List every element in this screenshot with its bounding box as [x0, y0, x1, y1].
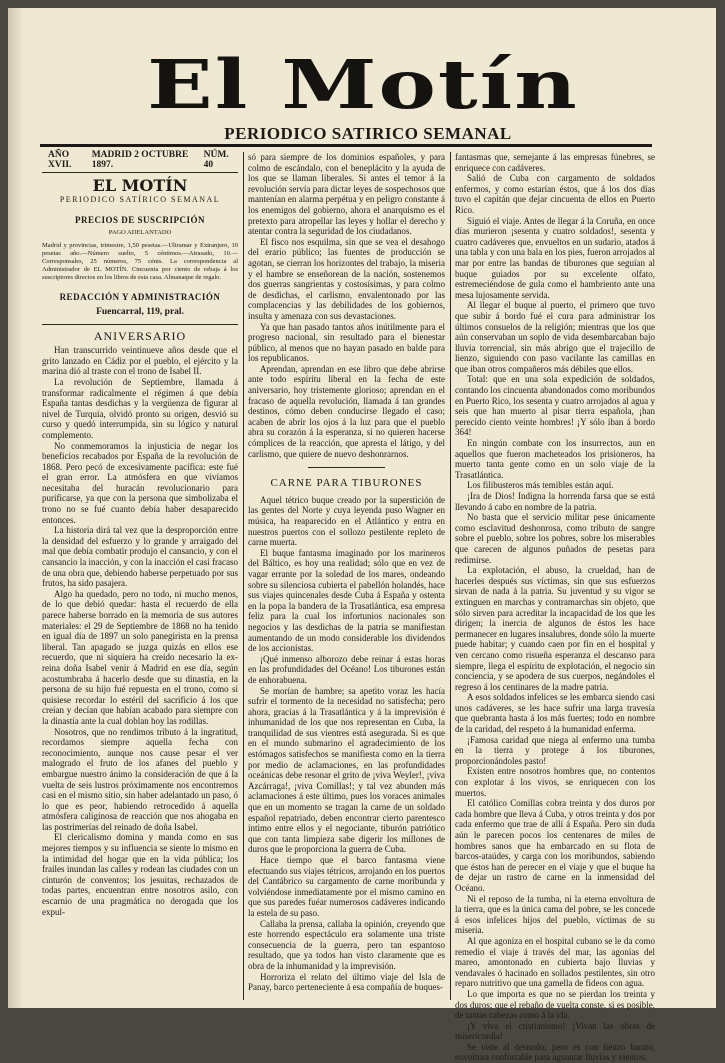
prices-text: Madrid y provincias, trimestre, 1,50 pesetas.—Ultramar y Extranjero, 10 pesetas año.—Número suelto, 5 céntimos.—Atrasado, 10.—Corresponsales, 25 números, 75 cénts. La correspondencia al Administrador de EL MOTÍN. Cincuenta por ciento de rebaja á los suscriptores directos en los libros de esta casa. Almanaque de regalo. [42, 242, 238, 282]
subscription-box [42, 176, 238, 318]
article-paragraph: A esos soldados infelices se les embarca siendo casi unos cadáveres, se les hace sufrir una larga travesía que quebranta hasta á los más fuertes; todo en nombre de la caridad, del respeto á la humanidad enferma. [455, 692, 655, 735]
article-title: CARNE PARA TIBURONES [270, 477, 423, 490]
article-paragraph: Siguió el viaje. Antes de llegar á la Coruña, en once días murieron ¡sesenta y cuatro soldados!, sesenta y cuatro cadáveres que, envueltos en un sudario, atados á una tabla y con una bala en los pies, fueron arrojados al mar por entre las bandas de tiburones que seguían al buque guiados por su excelente olfato, estremeciéndose de gula como el hambriento ante una mesa lujosamente servida. [455, 215, 655, 300]
issue-date: MADRID 2 OCTUBRE 1897. [91, 150, 189, 170]
issue-number: NÚM. 40 [203, 150, 229, 170]
column-2 [248, 152, 445, 1000]
divider [42, 324, 238, 325]
masthead-title: El Motín [147, 45, 579, 125]
article-paragraph: Callaba la prensa, callaba la opinión, creyendo que este horrendo espectáculo era solamente una triste consecuencia de la guerra, pero tan espantoso resultado, que ya todos han visto claramente que es obra de la inhumanidad y la imprevisión. [248, 918, 445, 971]
article-paragraph: El fisco nos esquilma, sin que se vea el desahogo del erario público; las fuentes de producción se agotan, se cierran los horizontes del trabajo, la miseria y el hambre se enseñorean de la nación, sostenemos dos guerras sangrientas y costosísimas, y para colmo de desdichas, el carlismo, envalentonado por las complacencias y las debilidades de los gobiernos, insulta y amenaza con sus devastaciones. [248, 236, 445, 321]
masthead-rule [40, 144, 652, 147]
column-divider [450, 152, 451, 1000]
article-paragraph: só para siempre de los dominios españoles, y para colmo de escándalo, con el beneplácito y la ayuda de los que se llaman liberales. Si antes el temor á la revolución servía para dictar leyes de sospechosos que mantenían en alarma perpétua y en peligro constante á los enemigos del gobierno, ahora el anarquismo es el pretexto para atropellar las leyes y hollar el derecho y atentar contra la seguridad de los ciudadanos. [248, 152, 445, 237]
article-paragraph: Los filibusteros más temibles están aquí. [467, 480, 614, 491]
divider [42, 172, 238, 173]
article-paragraph: En ningún combate con los insurrectos, aun en aquellos que fueron macheteados los prisioneros, ha muerto tanta gente como en un solo viaje de la Trasatlántica. [455, 438, 655, 480]
newspaper-page [8, 8, 716, 1063]
issue-year: AÑO XVII. [48, 150, 72, 170]
article-paragraph: Ni el reposo de la tumba, ni la eterna envoltura de la tierra, que es la única cama del pobre, se les concede á esos infelices hijos del pueblo, víctimas de su miseria. [455, 893, 655, 936]
prices-heading: PRECIOS DE SUSCRIPCIÓN [74, 215, 206, 226]
article-paragraph: No basta que el servicio militar pese únicamente como esclavitud deshonrosa, como tributo de sangre sobre el pueblo, sobre los pobres, sobre los miserables que carecen de algunos puñados de pesetas para redimirse. [455, 512, 655, 565]
box-subtitle: PERIODICO SATÍRICO SEMANAL [59, 194, 221, 204]
box-title: EL MOTÍN [92, 176, 188, 195]
article-paragraph: No conmemoramos la injusticia de negar los beneficios recabados por España de la revolución de 1868. Pero pecó de excesivamente pacífica: este fué el gran error. La atmósfera en que vivíamos necesitaba del huracán revolucionario para purificarse, ya que con la persona que simbolizaba el trono no se fué cuanto debía haber desaparecido entonces. [42, 440, 238, 525]
page-binding-shadow [8, 8, 24, 1008]
article-paragraph: El buque fantasma imaginado por los marineros del Báltico, es hoy una realidad; sólo que en vez de vagar errante por la soledad de los mares, ondeando sobre su silenciosa cubierta el pabellón holandés, hace sus viajes quincenales desde Cuba á España y ostenta en la popa la bandera de la Trasatlántica, esa empresa feliz para la cual los infortunios nacionales son negocios y las desdichas de la patria se manifiestan aumentando de un modo considerable los dividendos de los accionistas. [248, 547, 445, 654]
article-paragraph: El católico Comillas cobra treinta y dos duros por cada hombre que lleva á Cuba, y otros treinta y dos por cada enfermo que trae de allí á España. Pero sin duda aún le parecen pocos los centenares de miles de hombres sanos que ha embarcado en su flota de barcos-ataúdes, y carga con los moribundos, sabiendo que éstos han de perecer en el viaje y que el buque ha de dejar un rastro de carne en la inmensidad del Océano. [455, 798, 655, 893]
article-paragraph: ¡Famosa caridad que niega al enfermo una tumba en la tierra y protege á los tiburones, proporcionándoles pasto! [455, 734, 655, 766]
article-paragraph: ¡Ira de Dios! Indigna la horrenda farsa que se está llevando á cabo en nombre de la patria. [455, 491, 655, 512]
article-paragraph: Nosotros, que no rendimos tributo á la ingratitud, recordamos siempre aquella fecha con reconocimiento, aunque nos cause pesar el ver malogrado el fruto de los afanes del pueblo y embargue nuestro ánimo la consideración de que á la vuelta de seis lustros próximamente nos encontremos casi en el mismo sitio, sin haber adelantado un paso, ó lo que es peor, habiendo retrocedido á aquella atmósfera caliginosa de reacción que nos ahogaba en las postrimerías del reinado de doña Isabel. [42, 726, 238, 832]
column-3 [455, 152, 655, 1063]
column-1 [42, 172, 238, 1002]
article-paragraph: La historia dirá tal vez que la desproporción entre la densidad del esfuerzo y lo grande y arraigado del mal que debía combatir produjo el cansancio, y con el cansancio la inacción, y con la inacción el casi fracaso de una obra que, debiendo haberse perpetuado por sus frutos, ha sido pasajera. [42, 525, 238, 589]
article-paragraph: Salió de Cuba con cargamento de soldados enfermos, y como estarían éstos, que á los dos días tuvo el capitán que dejar cincuenta de ellos en Puerto Rico. [455, 173, 655, 215]
article-paragraph: Algo ha quedado, pero no todo, ni mucho menos, de lo que debió quedar: hasta el recuerdo de ella parece haberse borrado en la memoria de sus autores materiales: el 29 de Septiembre de 1868 no ha tenido en igual día de 1897 un solo panegirista en la prensa liberal. Tan apagado se juzga quizás en ellos ese recuerdo, que ni siquiera ha creído necesario la ex-reina doña Isabel venir á Madrid en ese día, según acostumbraba á hacerlo desde que su dinastía, en la persona de su hijo fué repuesta en el trono, como si quisiese recordar lo estéril del sacrificio á los que creían y decían que habían acabado para siempre con la dinastía ante la cual doblan hoy las rodillas. [42, 588, 238, 726]
article-paragraph: Lo que importa es que no se pierdan los treinta y dos duros; que el rebaño de vuelta conste, si es posible, de tantas cabezas como á la ida. [455, 988, 655, 1021]
dateline [48, 150, 238, 170]
article-paragraph: Aquel tétrico buque creado por la superstición de las gentes del Norte y cuya leyenda puso Wagner en música, ha reaparecido en el Atlántico y entra en nuestros puertos con el sollozo pestilente repleto de carne muerta. [248, 494, 445, 548]
prices-subheading: PAGO ADELANTADO [108, 228, 172, 236]
article-paragraph: Al que agoniza en el hospital cubano se le da como remedio el viaje á través del mar, las agonías del mareo, amontonado en cubierta bajo lluvias y vendavales ó hacinado en sollados pestilentes, sin otro reparo nutritivo que una gamella de fideos con agua. [455, 935, 655, 989]
article-paragraph: Al llegar el buque al puerto, el primero que tuvo que subir á bordo fué el cura para administrar los últimos consuelos de la religión; mientras que los que aún conservaban un soplo de vida desembarcaban bajo lluvia torrencial, sin más abrigo que el trajecillo de lienzo, siguiendo con paso vacilante las camillas en que iban otros compañeros más débiles que ellos. [455, 300, 655, 374]
article-paragraph: Han transcurrido veintinueve años desde que el grito lanzado en Cádiz por el pueblo, el ejército y la marina dió al traste con el trono de Isabel II. [42, 345, 238, 377]
article-paragraph: Total: que en una sola expedición de soldados, contando los cincuenta abandonados como moribundos en Puerto Rico, los sesenta y cuatro arrojados al agua y seis que han muerto al pisar tierra española, ¡han perecido ciento veinte hombres! ¡Y sólo iban á bordo 364! [455, 374, 655, 438]
article-title: ANIVERSARIO [93, 328, 187, 343]
office-heading: REDACCIÓN Y ADMINISTRACIÓN [59, 292, 221, 303]
article-paragraph: Hace tiempo que el barco fantasma viene efectuando sus viajes tétricos, arrojando en los puertos del Cantábrico su cargamento de carne moribunda y volviéndose inmediatamente por el mismo camino en que sus paredes fuéar numerosos cadáveres indicando la estela de su paso. [248, 855, 445, 918]
article-paragraph: Existen entre nosotros hombres que, no contentos con explotar á los vivos, se enriquecen con los muertos. [455, 766, 655, 798]
article-paragraph: La explotación, el abuso, la crueldad, han de hacerles después sus víctimas, sin que sus esfuerzos sirvan de nada á la patria. Su juventud y su vigor se extinguen en marchas y contramarchas sin objeto, que sólo sirven para acreditar la incapacidad de los que les dirigen; la inercia de algunos de éstos les hace permanecer en lugares insalubres, donde sólo la muerte puede habitar; y cuando caen por fin en el hospital y ven cercano como risueña esperanza el descanso para siempre, llega el espíritu de explotación, el negocio sin conciencia, y se apodera de sus cuerpos, negándoles el regreso á los centinares de la madre patria. [455, 565, 655, 692]
article-paragraph: Horroriza el relato del último viaje del Isla de Panay, barco perteneciente á esa compañía de buques- [248, 971, 445, 993]
article-paragraph: ¡Qué inmenso alborozo debe reinar á estas horas en las profundidades del Océano! Los tiburones están de enhorabuena. [248, 653, 445, 685]
office-address: Fuencarral, 119, pral. [96, 306, 184, 317]
article-paragraph: El clericalismo domina y manda como en sus mejores tiempos y su influencia se siente lo mismo en la intimidad del hogar que en la vida pública; los frailes inundan las calles y rodean las ciudades con un cinturón de conventos; los jesuitas, rechazados de todas partes, encuentran entre nosotros asilo, con escarnio de una pragmática no derogada que los expul- [42, 832, 238, 917]
article-paragraph: ¡Y viva el cristianismo! ¡Vivan las obras de misericordia! [455, 1020, 655, 1042]
article-paragraph: La revolución de Septiembre, llamada á transformar radicalmente el régimen á que debía España tantas desdichas y la vergüenza de figurar al nivel de Turquía, olvidó pronto su origen, desvió su curso y quedó interrumpida, sin su lógico y natural complemento. [42, 376, 238, 440]
article-paragraph: Aprendan, aprendan en ese libro que debe abrirse ante todo espíritu liberal en la fecha de este aniversario, hoy tristemente glorioso; aprendan en el fracaso de aquella revolución, llamada á tan grandes destinos, cómo deben conducirse llegado el caso; acaben de abrir los ojos á la luz para que el pueblo abra su corazón á la esperanza, si no quieren hacerse cómplices de la reacción, que apresta el látigo, y del carlismo, que quiere de nuevo deshonrarnos. [248, 363, 445, 459]
masthead-subtitle: PERIODICO SATIRICO SEMANAL [224, 124, 512, 143]
article-paragraph: Ya que han pasado tantos años inútilmente para el progreso nacional, sin resultado para el bienestar público, al menos que no hayan pasado en balde para los republicanos. [248, 321, 445, 364]
article-paragraph: fantasmas que, semejante á las empresas fúnebres, se enriquece con cadáveres. [455, 152, 655, 173]
article-paragraph: Se viste al desnudo; pero es con lienzo barato, envoltura confortable para aguantar lluvias y vientos. [455, 1041, 655, 1063]
column-divider [243, 152, 244, 1000]
divider [308, 467, 385, 468]
article-paragraph: Se morían de hambre; sa apetito voraz les hacía sufrir el tormento de la necesidad no satisfecha; pero ahora, gracias á la Trasatlántica y á la imprevisión é inhumanidad de los que nos representan en Cuba, la tranquilidad de sus vientres está asegurada. Si es que en el mundo submarino el agradecimiento de los estómagos satisfechos se manifiesta como en la tierra por medio de aclamaciones, en las profundidades oceánicas debe resonar el grito de ¡viva Weyler!, ¡viva Azcárraga!, ¡viva Comillas!; y tal vez abunden más aclamaciones á este último, pues los voraces animales que en un momento se tragan la carne de un soldado español repatriado, deben encontrar cierto parentesco íntimo entre ellos y el negociante, tiburón patriótico que con tanta limpieza sabe digerir los millones de duros que le proporciona la guerra de Cuba. [248, 685, 445, 855]
